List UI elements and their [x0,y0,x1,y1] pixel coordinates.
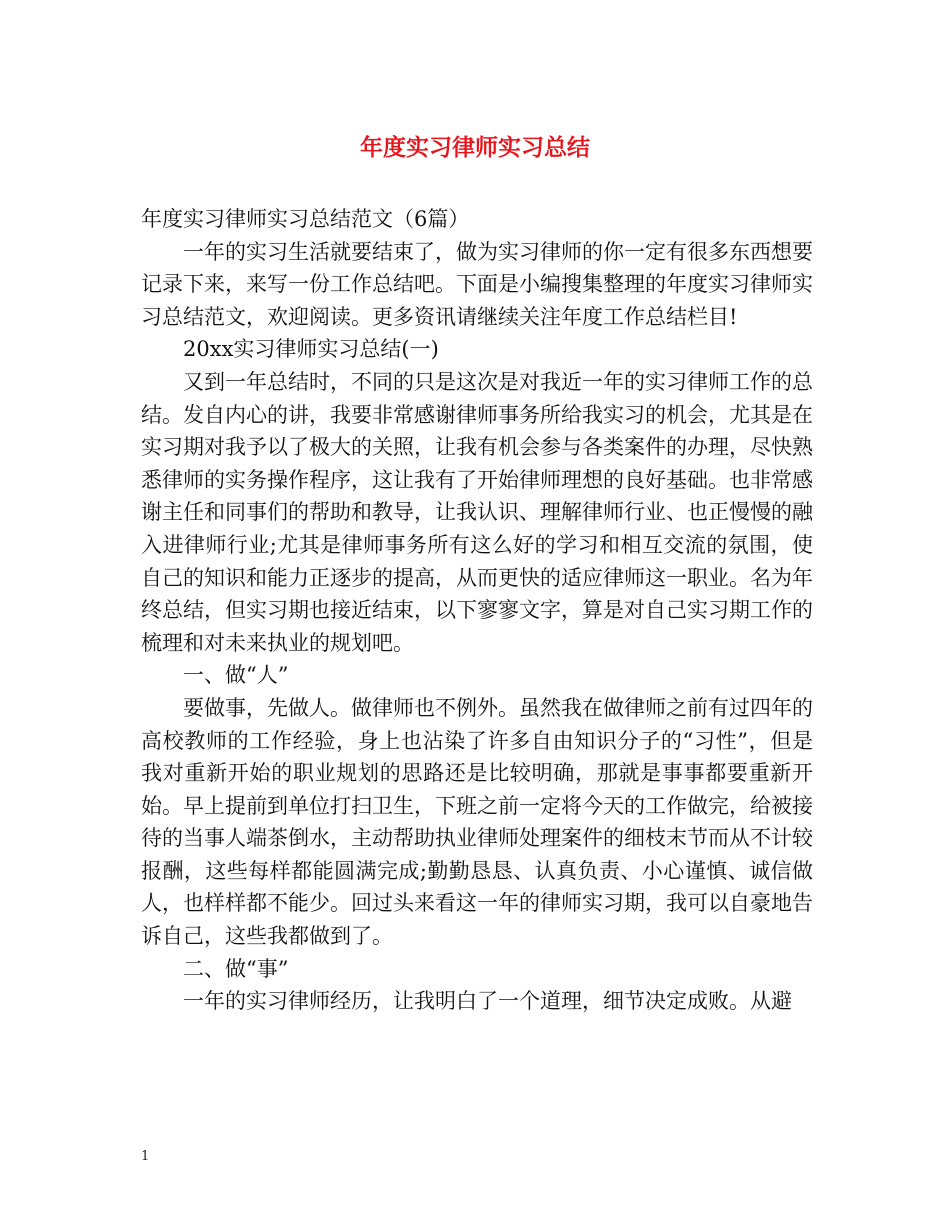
document-title: 年度实习律师实习总结 [360,134,590,161]
part-paragraph-work: 一年的实习律师经历，让我明白了一个道理，细节决定成败。从避 [183,989,792,1014]
part-paragraph-person: 要做事，先做人。做律师也不例外。虽然我在做律师之前有过四年的高校教师的工作经验，身上也沾染了许多自由知识分子的“习性”，但是我对重新开始的职业规划的思路还是比较明确，那就是事事都要重新开始。早上提前到单位打扫卫生，下班之前一定将今天的工作做完，给被接待的当事人端茶倒水，主动帮助执业律师处理案件的细枝末节而从不计较报酬，这些每样都能圆满完成;勤勤恳恳、认真负责、小心谨慎、诚信做人，也样样都不能少。回过头来看这一年的律师实习期，我可以自豪地告诉自己，这些我都做到了。 [141,695,813,949]
section-paragraph: 又到一年总结时，不同的只是这次是对我近一年的实习律师工作的总结。发自内心的讲，我要非常感谢律师事务所给我实习的机会，尤其是在实习期对我予以了极大的关照，让我有机会参与各类案件的办理，尽快熟悉律师的实务操作程序，这让我有了开始律师理想的良好基础。也非常感谢主任和同事们的帮助和教导，让我认识、理解律师行业、也正慢慢的融入进律师行业;尤其是律师事务所有这么好的学习和相互交流的氛围，使自己的知识和能力正逐步的提高，从而更快的适应律师这一职业。名为年终总结，但实习期也接近结束，以下寥寥文字，算是对自己实习期工作的梳理和对未来执业的规划吧。 [141,369,813,655]
document-body [141,203,813,1018]
part-heading-work: 二、做“事” [183,956,289,981]
document-subtitle: 年度实习律师实习总结范文（6篇） [141,207,470,231]
part-heading-person: 一、做“人” [183,663,289,688]
intro-paragraph: 一年的实习生活就要结束了，做为实习律师的你一定有很多东西想要记录下来，来写一份工作总结吧。下面是小编搜集整理的年度实习律师实习总结范文，欢迎阅读。更多资讯请继续关注年度工作总结栏目! [141,239,813,329]
section-heading: 20xx实习律师实习总结(一) [183,337,439,362]
page-number: 1 [141,1149,150,1164]
